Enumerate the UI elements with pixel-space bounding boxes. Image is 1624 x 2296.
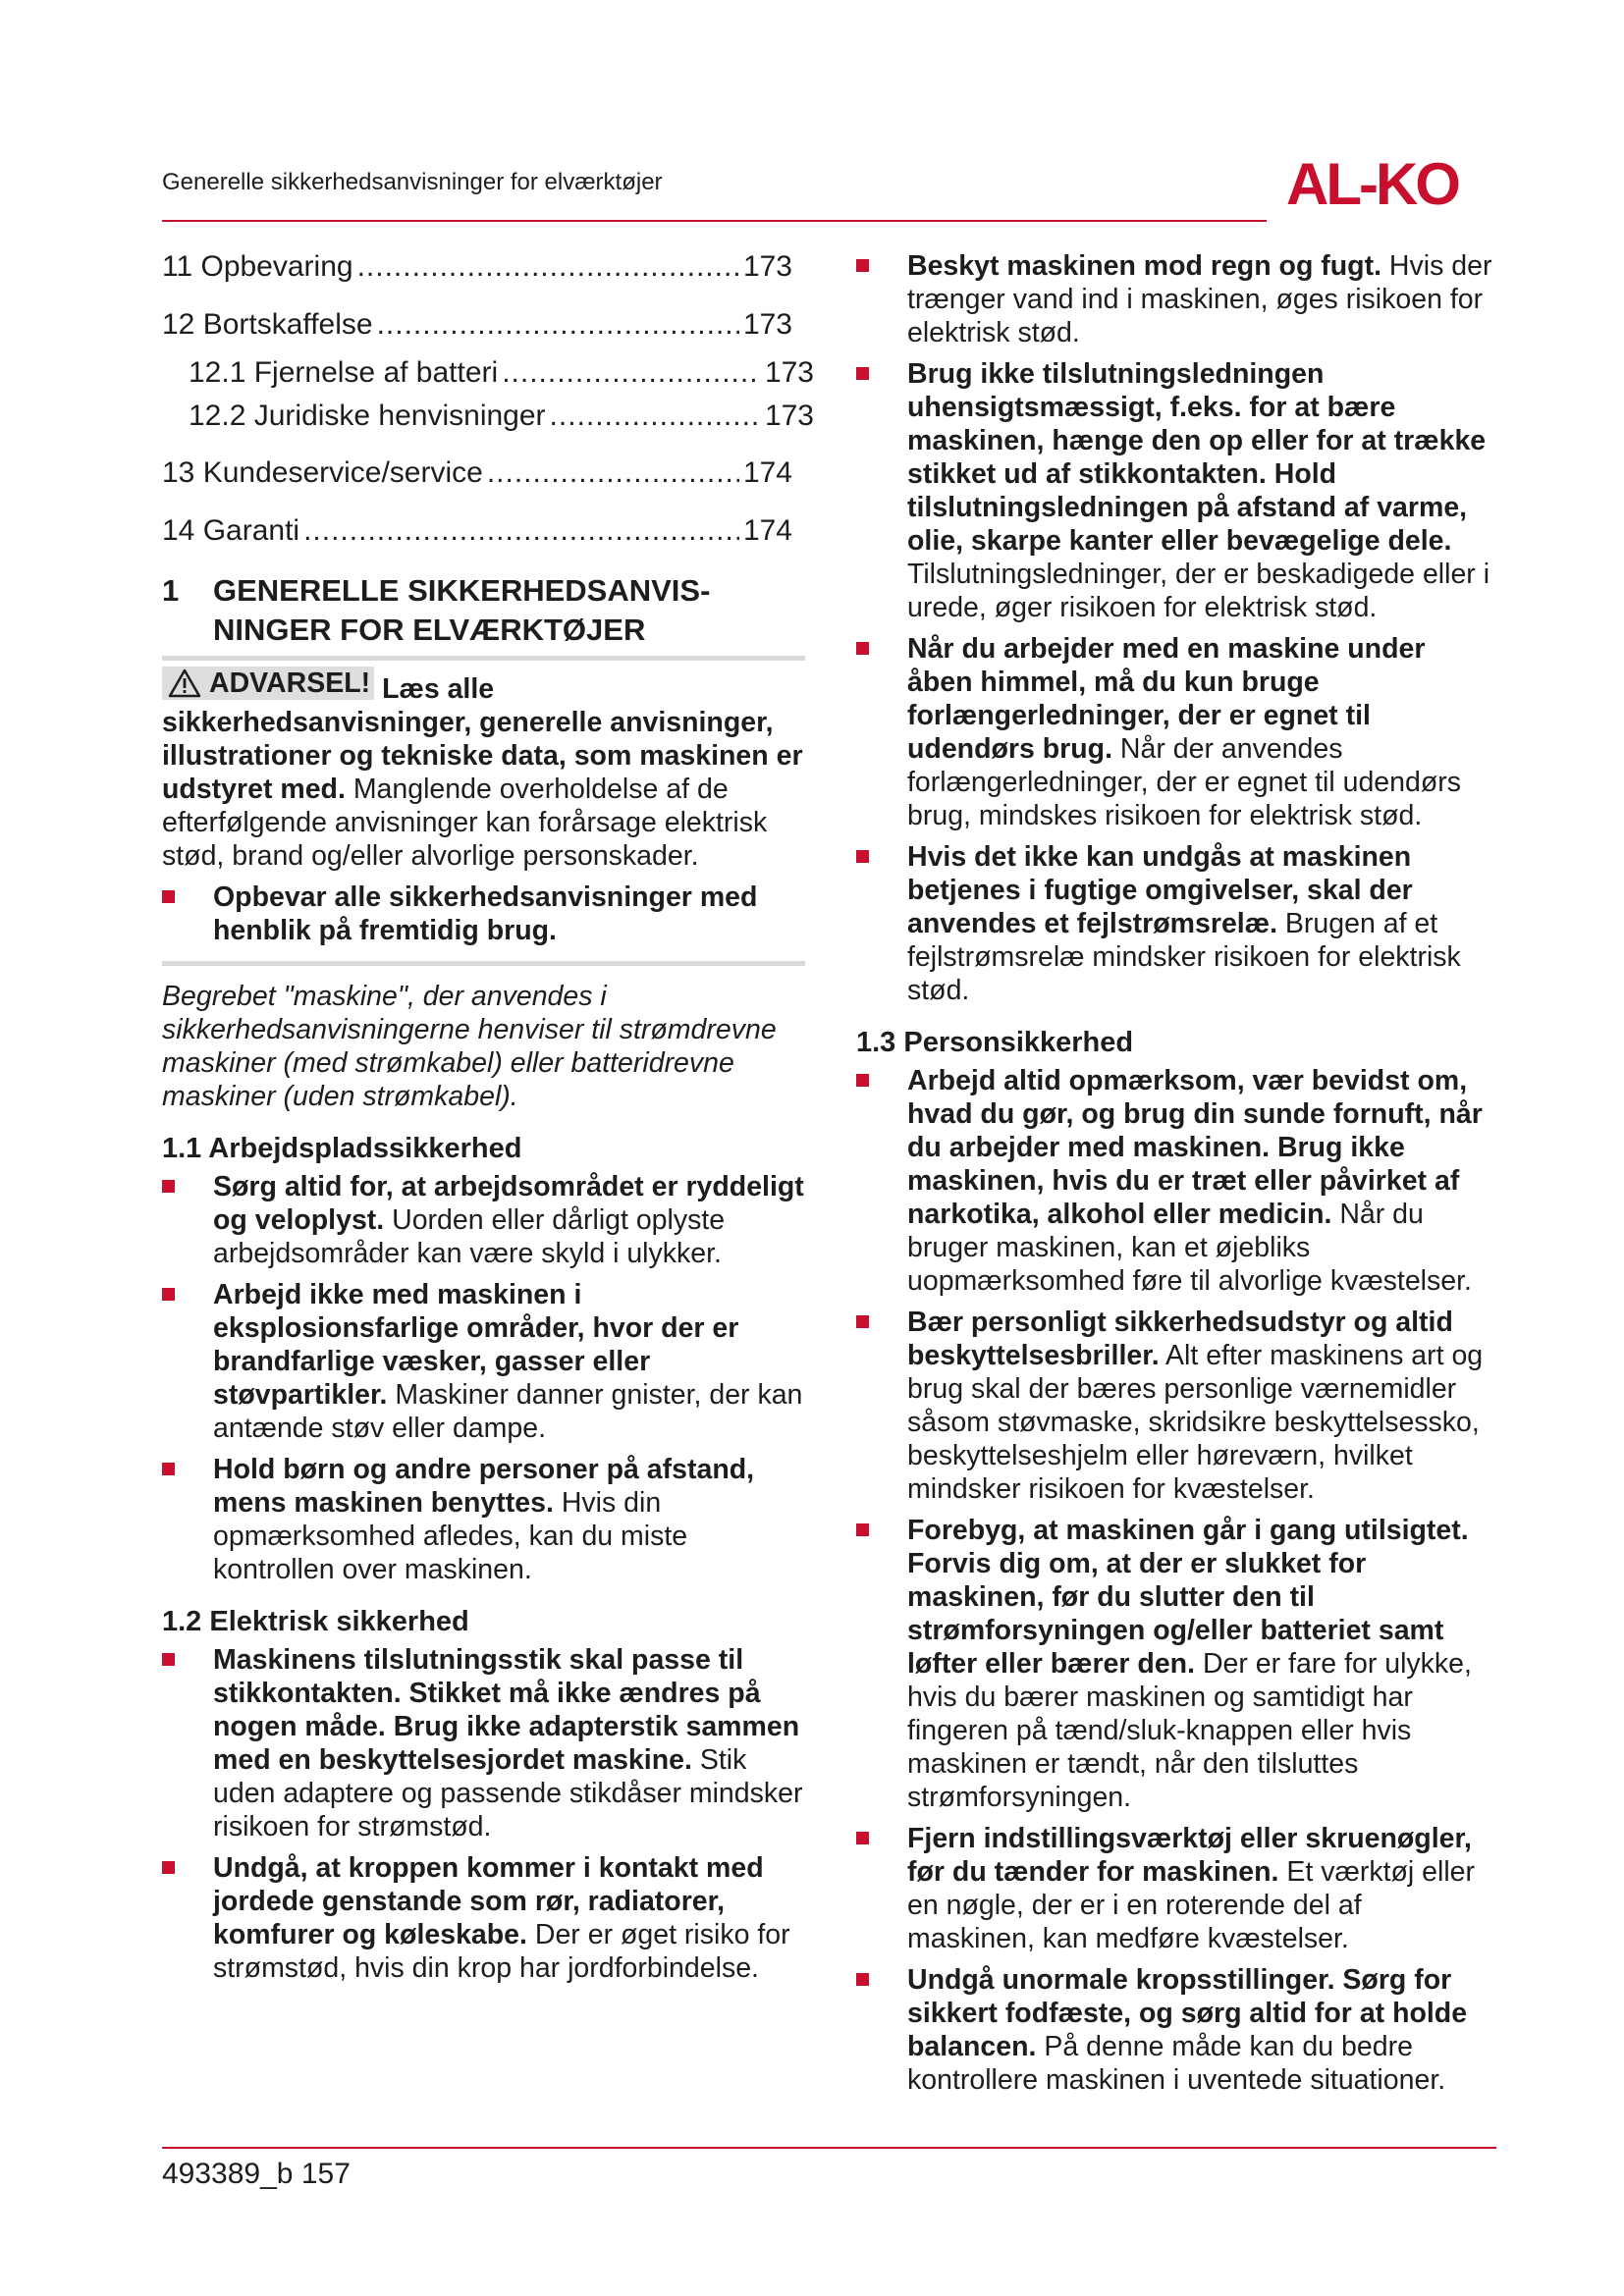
toc-leader: [357, 249, 739, 285]
toc-page: 174: [742, 514, 792, 547]
toc-label: 12 Bortskaffelse: [162, 308, 373, 341]
list-item-text: Alt efter maskinens art og brug skal der bæres personlige værnemidler såsom støvmaske, skridsikre beskyttelsessko, beskyttelseshjelm eller høreværn, hvilket mindsker risikoen for kvæstelser.: [907, 1340, 1484, 1505]
list-item-bold: Arbejd altid opmærksom, vær bevidst om, hvad du gør, og brug din sunde fornuft, når du arbejder med maskinen. Brug ikke maskinen, hvis du er træt eller påvirket af narkotika, alkohol eller medicin.: [907, 1065, 1483, 1230]
left-column: [162, 249, 814, 1993]
list-item-text: Uorden eller dårligt oplyste arbejdsområder kan være skyld i ulykker.: [213, 1204, 726, 1269]
subsection-heading: 1.2 Elektrisk sikkerhed: [162, 1606, 469, 1637]
toc-page: 173: [742, 250, 792, 283]
list-item-text: Hvis der trænger vand ind i maskinen, øges risikoen for elektrisk stød.: [907, 250, 1492, 348]
list-item-text: Når der anvendes forlængerledninger, der er egnet til udendørs brug, mindskes risikoen for elektrisk stød.: [907, 733, 1462, 831]
toc-label: 12.1 Fjernelse af batteri: [189, 356, 499, 389]
toc-page: 173: [764, 356, 814, 389]
toc-row[interactable]: [162, 355, 814, 391]
list-item: [162, 1851, 805, 1985]
list-item-bold: Maskinens tilslutningsstik skal passe til stikkontakten. Stikket må ikke ændres på nogen måde. Brug ikke adapterstik sammen med en beskyttelsesjordet maskine.: [213, 1644, 800, 1776]
toc-leader: [303, 513, 739, 549]
toc-row[interactable]: [162, 513, 792, 549]
list-item-bold: Beskyt maskinen mod regn og fugt.: [907, 250, 1381, 282]
list-item-bold: Arbejd ikke med maskinen i eksplosionsfarlige områder, hvor der er brandfarlige væsker, gasser eller støvpartikler.: [213, 1279, 739, 1411]
list-item-text: På denne måde kan du bedre kontrollere maskinen i uventede situationer.: [907, 2031, 1446, 2096]
warning-label: [162, 667, 374, 700]
header-rule: [162, 220, 1267, 222]
toc-row[interactable]: [162, 455, 792, 491]
toc-row[interactable]: [162, 307, 792, 343]
list-item: [162, 1643, 805, 1843]
warning-label-text: ADVARSEL!: [209, 667, 371, 699]
list-item-bold: Hvis det ikke kan undgås at maskinen betjenes i fugtige omgivelser, skal der anvendes et fejlstrømsrelæ.: [907, 841, 1413, 939]
list-item-bold: Opbevar alle sikkerhedsanvisninger med henblik på fremtidig brug.: [213, 881, 758, 946]
toc-row[interactable]: [162, 249, 792, 285]
page-number: 157: [300, 2158, 351, 2190]
note-paragraph: Begrebet "maskine", der anvendes i sikkerhedsanvisningerne henviser til strømdrevne maskiner (med strømkabel) eller batteridrevne maskiner (uden strømkabel).: [162, 981, 777, 1112]
list-item: [856, 1064, 1496, 1298]
list-item-bold: Undgå, at kroppen kommer i kontakt med jordede genstande som rør, radiatorer, komfurer og køleskabe.: [213, 1852, 764, 1950]
warning-paragraph: [162, 667, 805, 873]
list-item-bold: Brug ikke tilslutningsledningen uhensigtsmæssigt, f.eks. for at bære maskinen, hænge den op eller for at trække stikket ud af stikkontakten. Hold tilslutningsledningen på afstand af varme, olie, skarpe kanter eller bevægelige dele.: [907, 358, 1487, 557]
toc-page: 173: [742, 308, 792, 341]
list-item: [856, 357, 1496, 624]
toc-label: 12.2 Juridiske henvisninger: [189, 400, 546, 432]
warning-triangle-icon: [168, 668, 201, 698]
section-title: GENERELLE SIKKERHEDSANVISNINGER FOR ELVÆRKTØJER: [213, 573, 711, 647]
list-item-bold: Undgå unormale kropsstillinger. Sørg for sikkert fodfæste, og sørg altid for at holde balancen.: [907, 1964, 1468, 2062]
list-item-bold: Sørg altid for, at arbejdsområdet er ryddeligt og veloplyst.: [213, 1171, 804, 1236]
right-column: [856, 249, 1496, 2105]
subsection-heading: 1.1 Arbejdspladssikkerhed: [162, 1133, 522, 1164]
toc-label: 14 Garanti: [162, 514, 300, 547]
list-item-bold: Hold børn og andre personer på afstand, mens maskinen benyttes.: [213, 1454, 755, 1519]
toc-label: 11 Opbevaring: [162, 250, 353, 283]
list-item-bold: Bær personligt sikkerhedsudstyr og altid beskyttelsesbriller.: [907, 1307, 1453, 1371]
bullet-list: [856, 1064, 1496, 2097]
section-heading: [162, 571, 805, 650]
bullet-list: [856, 249, 1496, 1007]
page-footer: [162, 2158, 351, 2191]
warning-bold-text: Læs alle sikkerhedsanvisninger, generelle anvisninger, illustrationer og tekniske data, som maskinen er udstyret med.: [162, 673, 803, 805]
list-item: [162, 1453, 805, 1586]
bullet-list: [162, 1170, 805, 1586]
toc-page: 174: [742, 456, 792, 489]
list-item: [856, 249, 1496, 349]
svg-text:AL-KO: AL-KO: [1286, 153, 1458, 212]
list-item-text: Der er øget risiko for strømstød, hvis din krop har jordforbindelse.: [213, 1919, 790, 1984]
list-item-text: Tilslutningsledninger, der er beskadigede eller i urede, øger risikoen for elektrisk stød.: [907, 559, 1490, 623]
section-number: 1: [162, 573, 180, 608]
toc-leader: [487, 455, 739, 491]
warning-box: [162, 656, 805, 966]
warning-text: Manglende overholdelse af de efterfølgende anvisninger kan forårsage elektrisk stød, brand og/eller alvorlige personskader.: [162, 774, 768, 872]
list-item-bold: Forebyg, at maskinen går i gang utilsigtet. Forvis dig om, at der er slukket for maskinen, før du slutter den til strømforsyningen og/eller batteriet samt løfter eller bærer den.: [907, 1515, 1469, 1680]
list-item-text: Stik uden adaptere og passende stikdåser mindsker risikoen for strømstød.: [213, 1744, 803, 1842]
running-header: Generelle sikkerhedsanvisninger for elværktøjer: [162, 169, 663, 195]
list-item: [856, 1963, 1496, 2097]
list-item-text: Brugen af et fejlstrømsrelæ mindsker risikoen for elektrisk stød.: [907, 908, 1461, 1006]
list-item: [856, 1306, 1496, 1506]
list-item: [856, 1822, 1496, 1955]
toc-leader: [502, 355, 761, 391]
footer-rule: [162, 2147, 1496, 2149]
list-item-text: Når du bruger maskinen, kan et øjebliks uopmærksomhed føre til alvorlige kvæstelser.: [907, 1199, 1472, 1297]
toc-leader: [377, 307, 739, 343]
document-id: 493389_b: [162, 2158, 294, 2190]
toc-row[interactable]: [162, 399, 814, 434]
list-item: [856, 632, 1496, 832]
toc-leader: [550, 399, 761, 434]
bullet-list: [162, 1643, 805, 1985]
list-item-text: Der er fare for ulykke, hvis du bærer maskinen og samtidigt har fingeren på tænd/sluk-knappen eller hvis maskinen er tændt, når den tilsluttes strømforsyningen.: [907, 1648, 1472, 1813]
alko-logo: [1286, 153, 1497, 212]
toc-label: 13 Kundeservice/service: [162, 456, 483, 489]
list-item-text: Hvis din opmærksomhed afledes, kan du miste kontrollen over maskinen.: [213, 1487, 688, 1585]
list-item: [856, 840, 1496, 1007]
list-item: [162, 1278, 805, 1445]
list-item: [856, 1514, 1496, 1814]
subsection-heading: 1.3 Personsikkerhed: [856, 1027, 1134, 1058]
list-item: [162, 1170, 805, 1270]
list-item-bold: Når du arbejder med en maskine under åben himmel, må du kun bruge forlængerledninger, der er egnet til udendørs brug.: [907, 633, 1426, 765]
list-item-bold: Fjern indstillingsværktøj eller skruenøgler, før du tænder for maskinen.: [907, 1823, 1472, 1888]
list-item-text: Maskiner danner gnister, der kan antænde støv eller dampe.: [213, 1379, 803, 1444]
toc-page: 173: [764, 400, 814, 432]
list-item: [162, 881, 805, 947]
list-item-text: Et værktøj eller en nøgle, der er i en roterende del af maskinen, kan medføre kvæstelser.: [907, 1856, 1476, 1954]
warning-list: [162, 881, 805, 947]
